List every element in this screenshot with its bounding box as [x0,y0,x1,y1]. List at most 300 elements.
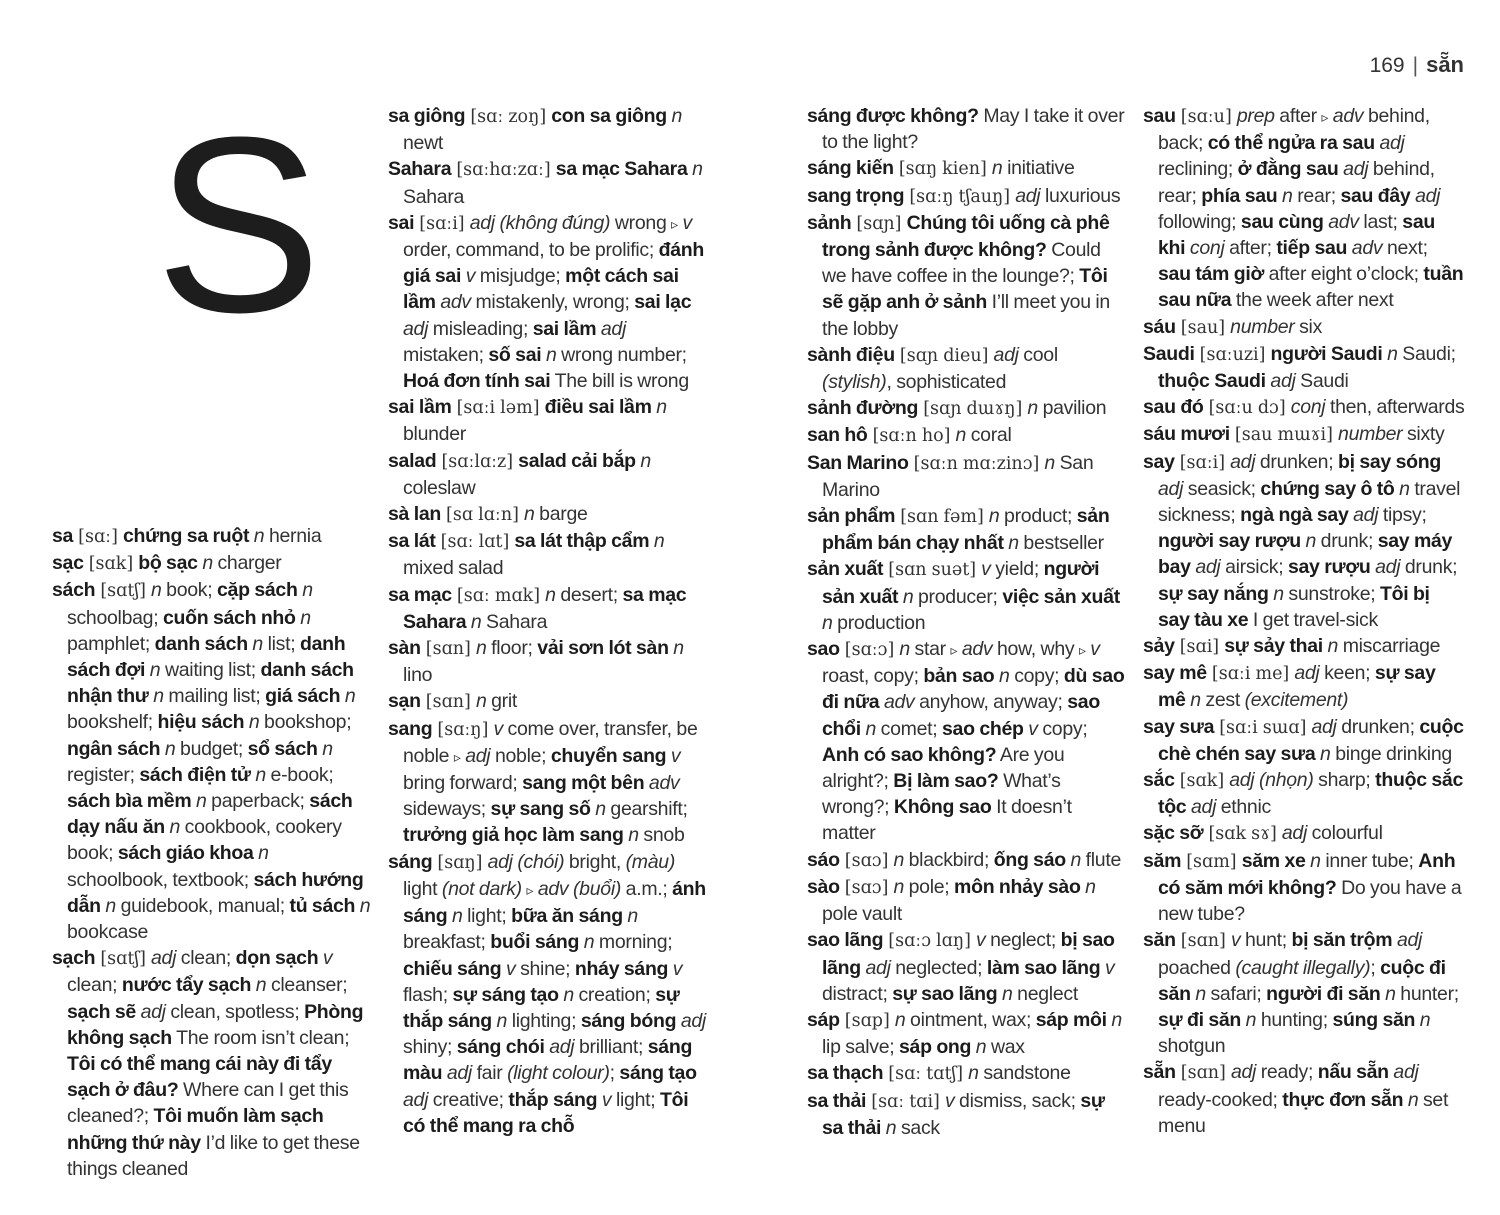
part-of-speech: adj [1190,556,1226,579]
bold-phrase: bản sao [923,665,995,688]
pronunciation: [sɑːhɑːzɑː] [451,160,556,181]
bold-phrase: Tôi sẽ gặp anh ở sảnh [822,265,1108,314]
bold-phrase: chứng say ô tô [1260,477,1395,500]
translation: mailing list; [168,685,266,708]
headword: sắc [1143,769,1175,792]
translation: flute [1085,848,1122,871]
translation: sack [900,1116,940,1139]
translation: What’s wrong?; [822,770,1061,819]
header-separator: | [1412,54,1419,77]
translation: the week after next [1231,289,1394,312]
translation: grit [491,690,517,713]
headword: sào [807,875,840,898]
part-of-speech: n [666,105,683,127]
bold-phrase: trưởng giả học làm sang [403,824,624,847]
pronunciation: [sɑɲ dieu] [894,345,994,366]
headword: Saudi [1143,342,1195,365]
pronunciation: [sɑːu] [1175,107,1237,127]
bold-phrase: cuốn sách nhỏ [162,606,296,629]
pronunciation: [sɑk] [1174,771,1230,792]
part-of-speech: adj [1410,184,1441,207]
part-of-speech: adj [1392,929,1423,952]
part-of-speech: n [991,157,1008,180]
translation: then, afterwards [1329,396,1465,419]
bold-phrase: hiệu sách [157,711,245,734]
translation: poached [1158,956,1236,979]
translation: The bill is wrong [550,370,689,393]
translation: behind, back; [1158,105,1430,155]
dictionary-entry [1143,341,1465,394]
dictionary-column-2 [388,103,710,1139]
translation: initiative [1007,157,1075,180]
translation: inner tube; [1325,849,1419,872]
bold-phrase: sau khi [1158,210,1435,260]
pronunciation: [sɑː] [73,527,123,547]
part-of-speech: v [668,957,683,980]
headword: sa [52,525,74,547]
bold-phrase: thuộc sắc tộc [1158,769,1463,819]
part-of-speech: n [340,685,356,708]
translation: bestseller [1023,532,1104,555]
translation: gearshift; [610,798,688,821]
translation: hernia [268,525,322,547]
pronunciation: [sɑːi ləm] [451,398,545,419]
bold-phrase: sao chép [942,717,1024,740]
pronunciation: [sɑŋ] [432,852,488,873]
part-of-speech: n [447,905,468,928]
part-of-speech: n [1106,1008,1122,1031]
gloss: (chói) [517,850,569,873]
part-of-speech: n [244,711,265,734]
headword: sáng [388,850,433,873]
bold-phrase: việc sản xuất [1002,585,1120,608]
dictionary-entry [388,635,710,688]
translation: cool [1023,343,1058,366]
bold-phrase: Bị làm sao? [893,770,999,793]
bold-phrase: cuộc đi săn [1158,956,1446,1005]
translation: neglect; [990,929,1061,952]
part-of-speech: n [893,875,909,898]
part-of-speech: adj [403,317,433,340]
pronunciation: [sau] [1175,317,1231,338]
dictionary-entry [807,103,1129,155]
translation: lip salve; [822,1036,899,1059]
bold-phrase: phía sau [1201,184,1278,207]
part-of-speech: n [623,824,644,847]
part-of-speech: adj [1015,184,1045,207]
dictionary-entry [1143,927,1465,1059]
part-of-speech: n [822,611,838,634]
translation: sixty [1406,423,1445,446]
bold-phrase: săm xe [1241,849,1306,872]
translation: copy; [1042,717,1088,740]
part-of-speech: adj [544,1036,579,1059]
bold-phrase: súng săn [1332,1008,1416,1031]
part-of-speech: n [251,974,271,997]
part-of-speech: v [1230,929,1246,952]
headword: sạc [52,552,84,575]
translation: binge drinking [1335,742,1452,765]
part-of-speech: v [501,957,521,980]
translation: drunk; [1320,530,1378,553]
part-of-speech: n [1380,982,1401,1005]
pronunciation: [sɑtʃ] [95,581,151,602]
headword: sau đó [1143,396,1204,419]
bold-phrase: Chúng tôi uống cà phê trong sảnh được không? [822,211,1110,262]
headword: sạch [52,947,96,970]
part-of-speech: n [1300,530,1321,553]
bold-phrase: ngân sách [67,737,161,760]
part-of-speech: n [100,894,121,917]
pronunciation: [sɑn suət] [883,560,982,581]
translation: zest [1205,689,1245,712]
bold-phrase: say rượu [1287,556,1371,579]
part-of-speech: n [250,763,271,786]
part-of-speech: n [191,790,212,813]
part-of-speech: n [649,530,665,553]
translation: ethnic [1220,796,1271,819]
translation: how, why [997,638,1079,661]
dictionary-entry [807,1007,1129,1060]
part-of-speech: n [297,579,313,602]
headword: San Marino [807,451,909,474]
translation: behind, rear; [1158,158,1435,207]
bold-phrase: tủ sách [289,894,356,917]
translation: I get travel-sick [1248,608,1378,631]
bold-phrase: say máy bay [1158,530,1453,579]
translation: coleslaw [403,476,476,499]
translation: Sahara [486,610,548,633]
translation: clean; [67,974,122,997]
translation: shine; [520,957,575,980]
part-of-speech: conj [1185,237,1230,260]
translation: rear; [1297,184,1341,207]
part-of-speech: n [1044,451,1060,474]
part-of-speech: adj [469,211,500,234]
part-of-speech: adj [1229,769,1259,792]
dictionary-entry [52,550,374,577]
bold-phrase: người say rượu [1158,530,1301,553]
bold-phrase: Phòng không sạch [67,1000,364,1049]
part-of-speech: adj [1388,1061,1419,1084]
bold-phrase: Tôi muốn làm sạch những thứ này [67,1105,324,1154]
dictionary-column-4 [1143,103,1465,1139]
translation: after; [1229,237,1277,260]
pronunciation: [sɑn] [1175,931,1231,952]
part-of-speech: adv [957,638,997,661]
translation: pole; [908,875,955,898]
part-of-speech: adj [860,956,896,979]
part-of-speech: adj [1294,662,1325,685]
headword: sàn [388,637,421,660]
part-of-speech: adv [1328,105,1368,127]
pronunciation: [sɑː tɑtʃ] [883,1064,969,1085]
translation: , sophisticated [886,371,1007,394]
part-of-speech: v [493,717,508,740]
bold-phrase: tiếp sau [1276,237,1348,260]
part-of-speech: adv [644,772,680,795]
bold-phrase: người sản xuất [822,558,1100,608]
bold-phrase: bị săn trộm [1291,929,1393,952]
translation: bookcase [67,921,149,944]
part-of-speech: n [295,606,311,629]
translation: product; [1004,505,1077,528]
part-of-speech: adv [1323,210,1364,233]
dictionary-entry [1143,660,1465,713]
part-of-speech: adv [1347,237,1387,260]
part-of-speech: n [545,583,561,606]
part-of-speech: n [994,665,1015,688]
translation: waiting list; [164,659,261,682]
translation: lighting; [511,1009,581,1032]
bold-phrase: sách hướng dẫn [67,868,364,917]
translation: pamphlet; [67,632,155,655]
dictionary-entry [807,155,1129,182]
dictionary-entry [388,103,710,156]
part-of-speech: n [541,343,562,366]
translation: six [1299,315,1323,338]
dictionary-entry [1143,449,1465,633]
translation: hunter; [1400,982,1459,1005]
part-of-speech: n [997,982,1018,1005]
part-of-speech: number [1338,423,1407,446]
translation: bright, [568,850,626,873]
headword: sảy [1143,635,1175,658]
bold-phrase: sa lát thập cẩm [514,530,650,553]
headword: sang trọng [807,184,905,207]
part-of-speech: n [687,158,703,181]
part-of-speech: n [899,638,915,661]
dictionary-entry [807,422,1129,449]
bold-phrase: sản phẩm bán chạy nhất [822,505,1110,555]
headword: sáp [807,1008,840,1031]
headword: sách [52,579,96,602]
translation: reclining; [1158,158,1238,181]
part-of-speech: n [466,610,487,633]
bold-phrase: thực đơn sẵn [1282,1088,1404,1111]
part-of-speech: n [1080,875,1096,898]
translation: e-book; [270,763,334,786]
pronunciation: [sɑː mɑk] [451,585,546,606]
bold-phrase: danh sách [154,632,248,655]
bold-phrase: sáp ong [899,1036,972,1059]
dictionary-entry [807,395,1129,422]
dictionary-entry [388,528,710,581]
headword: sáng kiến [807,157,894,180]
bold-phrase: con sa giông [551,105,667,127]
dictionary-entry [52,577,374,945]
part-of-speech: n [253,842,269,865]
part-of-speech: n [1185,689,1206,712]
translation: hunting; [1260,1008,1333,1031]
part-of-speech: n [558,983,579,1006]
translation: Saudi [1300,370,1349,393]
bold-phrase: sau đây [1340,184,1411,207]
part-of-speech: n [475,690,492,713]
part-of-speech: adj [993,343,1024,366]
arrow-icon: ▹ [526,881,534,898]
headword: sáo [807,848,840,871]
part-of-speech: n [160,737,181,760]
translation: distract; [822,982,893,1005]
bold-phrase: ngà ngà say [1240,504,1349,527]
part-of-speech: v [461,265,480,288]
bold-phrase: sổ sách [247,737,318,760]
pronunciation: [sɑi] [1174,637,1225,658]
bold-phrase: điều sai lầm [544,396,652,419]
part-of-speech: adj [676,1009,706,1032]
bold-phrase: sự sa thải [822,1089,1105,1139]
pronunciation: [sɑːi] [414,213,470,234]
translation: star [914,638,951,661]
part-of-speech: adj [135,1000,171,1023]
pronunciation: [sɑn fəm] [895,507,989,528]
headword: sai [388,211,415,234]
bold-phrase: Anh có săm mới không? [1158,849,1456,899]
part-of-speech: n [249,525,269,547]
bold-phrase: vải sơn lót sàn [537,637,669,660]
headword: say sưa [1143,715,1215,738]
translation: neglected; [895,956,987,979]
dictionary-entry [807,556,1129,636]
translation: light [403,877,442,900]
part-of-speech: adj [1158,477,1188,500]
dictionary-entry [807,927,1129,1007]
pronunciation: [sɑː lɑt] [435,532,515,553]
part-of-speech: prep [1236,105,1280,127]
bold-phrase: Tôi bị say tàu xe [1158,582,1430,631]
translation: charger [217,552,282,575]
part-of-speech: n [164,816,185,839]
part-of-speech: n [988,505,1005,528]
pronunciation: [sɑn] [420,639,476,660]
dictionary-entry [1143,103,1465,314]
part-of-speech: adj [596,317,626,340]
part-of-speech: n [635,449,651,472]
headword: sai lầm [388,396,452,419]
bold-phrase: sự sao lãng [892,982,998,1005]
headword: san hô [807,424,868,447]
translation: dismiss, sack; [959,1089,1081,1112]
part-of-speech: adj [1281,822,1312,845]
part-of-speech: n [197,552,218,575]
bold-phrase: Tôi có thể mang ra chỗ [403,1088,689,1137]
translation: blunder [403,423,466,446]
translation: last; [1363,210,1403,233]
pronunciation: [sɑɔ] [839,850,894,871]
part-of-speech: n [1190,982,1211,1005]
bold-phrase: sự sang số [490,798,591,821]
translation: cleanser; [270,974,348,997]
part-of-speech: n [491,1009,512,1032]
bold-phrase: chuyển sang [550,744,667,767]
arrow-icon: ▹ [950,642,958,659]
gloss: (caught illegally) [1235,956,1371,979]
bold-phrase: danh sách đợi [67,632,346,682]
translation: bookshelf; [67,711,158,734]
translation: mistakenly, wrong; [475,291,635,314]
dictionary-entry [1143,714,1465,767]
part-of-speech: v [677,211,692,234]
translation: miscarriage [1342,635,1441,658]
bold-phrase: cặp sách [217,579,298,602]
bold-phrase: sự sáng tạo [452,983,559,1006]
dictionary-entry [52,945,374,1182]
gloss: (buổi) [572,877,626,900]
translation: copy; [1014,665,1064,688]
bold-phrase: sự sảy thai [1224,635,1323,658]
part-of-speech: n [523,503,540,526]
translation: order, command, to be prolific; [403,239,659,262]
bold-phrase: sách bìa mềm [67,790,192,813]
dictionary-entry [807,183,1129,210]
bold-phrase: đánh giá sai [403,239,704,288]
part-of-speech: adj [1230,1061,1261,1084]
part-of-speech: n [247,632,268,655]
part-of-speech: adj [1230,450,1260,473]
dictionary-column-1 [52,523,374,1182]
bold-phrase: Tôi có thể mang cái này đi tẩy sạch ở đâu? [67,1053,332,1102]
translation: neglect [1017,982,1078,1005]
pronunciation: [sɑk sɤ] [1203,824,1282,845]
gloss: (màu) [625,850,676,873]
pronunciation: [sɑːn mɑːzinɔ] [908,453,1045,474]
translation: ; [1370,956,1381,979]
part-of-speech: adj [1374,132,1405,155]
dictionary-entry [807,874,1129,927]
pronunciation: [sɑːɔ lɑŋ] [883,931,977,952]
part-of-speech: n [145,659,165,682]
translation: Do you have a new tube? [1158,876,1462,926]
translation: clean; [180,947,236,970]
bold-phrase: thuộc Saudi [1158,370,1266,393]
translation: San Marino [822,451,1094,501]
bold-phrase: bộ sạc [138,552,198,575]
bold-phrase: salad cải bắp [518,449,636,472]
translation: register; [67,763,140,786]
translation: schoolbook, textbook; [67,868,254,891]
dictionary-entry [807,847,1129,874]
pronunciation: [sɑːn ho] [867,426,956,447]
part-of-speech: n [893,848,909,871]
translation: noble; [494,744,551,767]
part-of-speech: adj [1338,158,1373,181]
pronunciation: [sɑp] [839,1010,895,1031]
pronunciation: [sɑɲ dɯɤŋ] [918,399,1028,420]
translation: breakfast; [403,931,491,954]
bold-phrase: dọn sạch [235,947,319,970]
translation: I’ll meet you in the lobby [822,291,1110,340]
bold-phrase: có thể ngửa ra sau [1207,132,1375,155]
translation: Are you alright?; [822,743,1065,793]
translation: light; [467,905,512,928]
translation: Could we have coffee in the lounge?; [822,239,1101,288]
bold-phrase: nháy sáng [574,957,669,980]
translation: safari; [1210,982,1267,1005]
translation: morning; [598,931,673,954]
translation: roast, copy; [822,665,924,688]
headword: sao [807,638,840,661]
translation: wrong number; [561,343,687,366]
translation: anyhow, anyway; [919,691,1068,714]
bold-phrase: thắp sáng [508,1088,598,1111]
bold-phrase: sau tám giờ [1158,263,1265,286]
gloss: (not dark) [441,877,527,900]
bold-phrase: sáng tạo [619,1062,697,1085]
part-of-speech: n [622,905,638,928]
translation: sharp; [1318,769,1376,792]
gloss: (nhọn) [1258,769,1319,792]
